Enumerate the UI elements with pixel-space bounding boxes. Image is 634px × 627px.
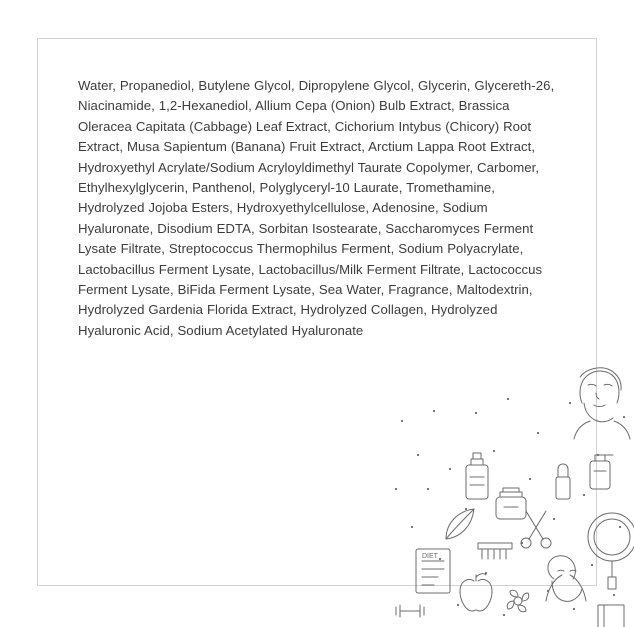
flower-icon — [507, 590, 529, 612]
ingredients-list-text: Water, Propanediol, Butylene Glycol, Dipropylene Glycol, Glycerin, Glycereth-26, Niacinamide, 1,2-Hexanediol, Allium Cepa (Onion) Bulb Extract, Brassica Oleracea Capitata (Cabbage) Leaf Extract, Cichorium Intybus (Chicory) Root Extract, Musa Sapientum (Banana) Fruit Extract, Arctium Lappa Root Extract, Hydroxyethyl Acrylate/Sodium Acryloyldimethyl Taurate Copolymer, Carbomer, Ethylhexylglycerin, Panthenol, Polyglyceryl-10 Laurate, Tromethamine, Hydrolyzed Jojoba Esters, Hydroxyethylcellulose, Adenosine, Sodium Hyaluronate, Disodium EDTA, Sorbitan Isostearate, Saccharomyces Ferment Lysate Filtrate, Streptococcus Thermophilus Ferment, Sodium Polyacrylate, Lactobacillus Ferment Lysate, Lactobacillus/Milk Ferment Filtrate, Lactococcus Ferment Lysate, BiFida Ferment Lysate, Sea Water, Fragrance, Maltodextrin, Hydrolyzed Gardenia Florida Extract, Hydrolyzed Collagen, Hydrolyzed Hyaluronic Acid, Sodium Acetylated Hyaluronate — [78, 78, 559, 338]
towel-icon — [598, 605, 624, 627]
dumbbell-icon — [396, 605, 424, 617]
diet-label: DIET — [422, 553, 438, 560]
